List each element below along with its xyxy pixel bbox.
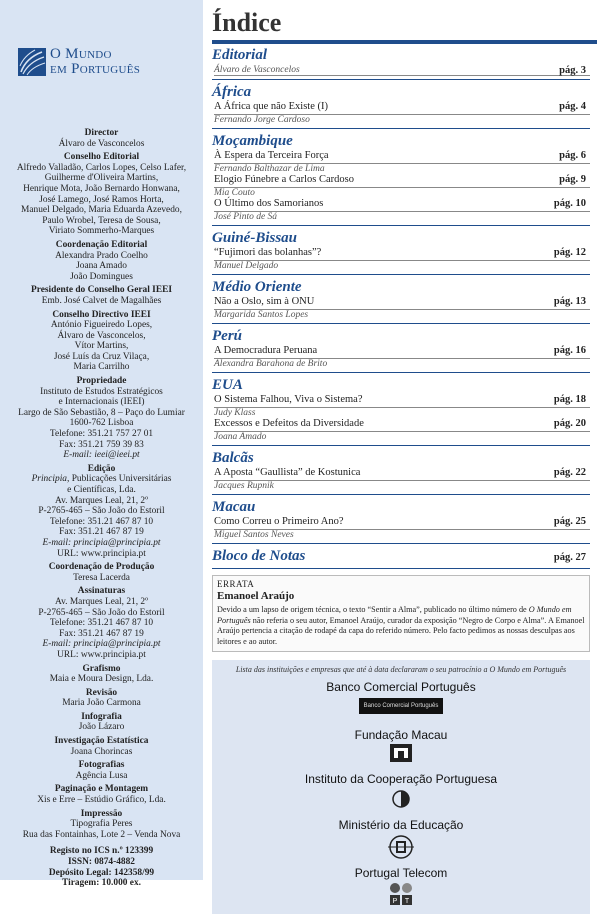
masthead-line: P-2765-465 – São João do Estoril (38, 506, 165, 517)
masthead-line: e Internacionais (IEEI) (58, 397, 145, 408)
masthead-line: Vítor Martins, (74, 341, 129, 352)
masthead-url[interactable]: URL: www.principia.pt (57, 649, 146, 660)
article-entry[interactable] (214, 394, 590, 418)
page-number: pág. 27 (553, 552, 586, 563)
masthead-line: Largo de São Sebastião, 8 – Paço do Lumiar (18, 407, 185, 418)
masthead-section (6, 586, 197, 660)
masthead-role: Grafismo (82, 663, 121, 674)
masthead-line: Emb. José Calvet de Magalhães (41, 295, 162, 306)
section--frica (212, 83, 590, 129)
bcp-logo-text: Banco Comercial Português (363, 703, 439, 709)
section-name: Balcãs (212, 450, 254, 466)
masthead-line: Tipografia Peres (70, 819, 133, 830)
article-title: O Último dos Samorianos (214, 198, 324, 209)
masthead-line: Xis e Erre – Estúdio Gráfico, Lda. (37, 795, 166, 806)
registry-line: Tiragem: 10.000 ex. (62, 878, 141, 889)
masthead-line: Telefone: 351.21 467 87 10 (49, 618, 154, 629)
masthead-line: José Luís da Cruz Vilaça, (53, 351, 150, 362)
section-name: Macau (212, 499, 256, 515)
errata-label: ERRATA (217, 579, 255, 589)
masthead-line: Av. Marques Leal, 21, 2º (55, 495, 148, 506)
masthead-line: Agência Lusa (75, 770, 128, 781)
article-author: José Pinto de Sá (214, 211, 590, 222)
article-entry[interactable] (214, 418, 590, 442)
article-author: Fernando Jorge Cardoso (214, 114, 590, 125)
svg-text:P: P (392, 898, 398, 905)
page-number: pág. 22 (553, 467, 586, 478)
masthead-section (6, 376, 197, 461)
masthead-column (0, 0, 203, 889)
article-title: Como Correu o Primeiro Ano? (214, 516, 344, 527)
masthead-section (6, 285, 197, 306)
brand-logo (18, 40, 197, 84)
fundacao-macau-logo-icon (390, 744, 412, 762)
masthead-role: Coordenação Editorial (55, 239, 148, 250)
brand-line-1: O Mundo (50, 46, 112, 62)
svg-text:T: T (404, 898, 410, 905)
sponsor-name: Portugal Telecom (354, 866, 448, 880)
article-author: Manuel Delgado (214, 260, 590, 271)
sponsor-ministerio-educacao (212, 818, 590, 860)
sponsor-fundacao-macau (212, 728, 590, 762)
errata-title: Emanoel Araújo (217, 590, 295, 602)
section-bloco-de-notas[interactable] (212, 547, 590, 569)
masthead-section (6, 664, 197, 685)
sponsor-name: Ministério da Educação (338, 818, 464, 832)
sponsor-instituto-cooperacao (212, 772, 590, 810)
masthead-line: Maria Carrilho (73, 362, 130, 373)
masthead-section (6, 310, 197, 374)
section-eua (212, 376, 590, 446)
page-number: pág. 18 (553, 394, 586, 405)
errata-text-part2: não referia o seu autor, Emanoel Araújo, curador da exposição “Negro de Corpo e Alma”. A Emanoel Araújo pertencia a citação de rodapé da capa do referido número. Pelo facto pedimos as nossas desculpas aos leitores e ao autor. (217, 615, 585, 646)
section-name: Moçambique (212, 133, 293, 149)
masthead-role: Propriedade (76, 376, 127, 387)
article-entry[interactable] (214, 101, 590, 125)
masthead-section (6, 688, 197, 709)
section-name: África (212, 84, 252, 100)
brand-line-2: em Português (50, 61, 141, 77)
masthead-role: Fotografias (78, 760, 125, 771)
masthead-role: Conselho Editorial (63, 152, 140, 163)
masthead-section (6, 712, 197, 733)
masthead-email[interactable]: E-mail: principia@principia.pt (42, 537, 161, 548)
masthead-section (6, 128, 197, 149)
masthead-role: Conselho Directivo IEEI (52, 309, 151, 320)
masthead-section (6, 736, 197, 757)
masthead-line: Guilherme d'Oliveira Martins, (44, 173, 159, 184)
page-number: pág. 4 (559, 101, 586, 112)
masthead-email[interactable]: E-mail: principia@principia.pt (42, 639, 161, 650)
masthead-line: Telefone: 351.21 757 27 01 (49, 429, 154, 440)
page-number: pág. 9 (559, 174, 586, 185)
masthead-line: Publicações Universitárias (71, 474, 172, 485)
masthead-line: Henrique Mota, João Bernardo Honwana, (23, 183, 180, 194)
masthead-line: Alexandra Prado Coelho (55, 250, 148, 261)
article-author: Margarida Santos Lopes (214, 309, 590, 320)
masthead-line: e Científicas, Lda. (67, 485, 136, 495)
cooperacao-logo-icon (391, 788, 411, 810)
masthead-line: Fax: 351.21 467 87 19 (59, 628, 144, 639)
sponsors-box (212, 660, 590, 914)
errata-magazine-name: O Mundo em Português (217, 605, 572, 625)
sponsors-intro-text: Lista das instituições e empresas que até à data declararam o seu patrocínio a (235, 665, 490, 674)
page-title: Índice (212, 8, 282, 37)
article-entry[interactable] (214, 198, 590, 222)
masthead-line: Joana Chorincas (70, 746, 133, 757)
article-author: Joana Amado (214, 431, 590, 442)
errata-text-part1: Devido a um lapso de origem técnica, o texto “Sentir a Alma”, publicado no último número de (217, 605, 529, 614)
masthead-section (6, 760, 197, 781)
registry-line: Registo no ICS n.º 123399 (49, 846, 154, 857)
article-title: Elogio Fúnebre a Carlos Cardoso (214, 174, 354, 185)
sponsor-name: Fundação Macau (354, 728, 448, 742)
article-entry[interactable] (214, 516, 590, 540)
article-title: A Aposta “Gaullista” de Kostunica (214, 467, 361, 478)
sponsors-intro (212, 665, 590, 674)
masthead-line: Álvaro de Vasconcelos, (57, 330, 146, 341)
masthead-line: Maria João Carmona (62, 698, 141, 709)
article-title: O Sistema Falhou, Viva o Sistema? (214, 394, 363, 405)
masthead-section (6, 464, 197, 559)
sponsor-name: Instituto da Cooperação Portuguesa (304, 772, 498, 786)
masthead-line: Rua das Fontainhas, Lote 2 – Venda Nova (22, 829, 181, 840)
bcp-logo (359, 698, 443, 714)
article-entry[interactable] (214, 174, 590, 198)
masthead-publisher-name: Principia, (31, 474, 70, 485)
brand-name (50, 47, 140, 77)
masthead-role: Paginação e Montagem (54, 784, 149, 795)
article-title: Não a Oslo, sim à ONU (214, 296, 315, 307)
masthead-url[interactable]: URL: www.principia.pt (57, 548, 146, 559)
masthead-line: João Domingues (70, 271, 133, 282)
masthead-section (6, 152, 197, 237)
masthead-role: Infografia (81, 711, 122, 722)
masthead-role: Presidente do Conselho Geral IEEI (31, 285, 172, 296)
section-name: Médio Oriente (212, 279, 302, 295)
article-entry[interactable] (214, 247, 590, 271)
article-title: A África que não Existe (I) (214, 101, 328, 112)
masthead-line: Viriato Sommerho-Marques (48, 226, 155, 237)
masthead-role: Director (84, 128, 119, 138)
registry-info (6, 846, 197, 888)
masthead-role: Assinaturas (77, 586, 126, 597)
article-entry[interactable] (214, 345, 590, 369)
errata-box (212, 575, 590, 652)
masthead-line: Manuel Delgado, Maria Eduarda Azevedo, (21, 205, 182, 216)
masthead-role: Coordenação de Produção (48, 562, 155, 573)
article-title: “Fujimori das bolanhas”? (214, 247, 322, 258)
sponsor-portugal-telecom (212, 866, 590, 906)
sponsors-magazine-name: O Mundo em Português (489, 665, 567, 674)
masthead-line: Instituto de Estudos Estratégicos (40, 386, 163, 397)
portugal-telecom-logo-icon (389, 882, 413, 906)
article-author: Miguel Santos Neves (214, 529, 590, 540)
globe-logo-icon (18, 48, 46, 76)
masthead-section (6, 784, 197, 805)
article-author: Álvaro de Vasconcelos (214, 65, 590, 76)
page-number: pág. 20 (553, 418, 586, 429)
masthead-line: Telefone: 351.21 467 87 10 (49, 516, 154, 527)
section-name: EUA (212, 377, 243, 393)
page-number: pág. 25 (553, 516, 586, 527)
masthead-role: Investigação Estatística (54, 736, 149, 747)
masthead-section (6, 562, 197, 583)
article-title: Excessos e Defeitos da Diversidade (214, 418, 364, 429)
section-editorial (212, 46, 590, 80)
article-entry[interactable] (214, 65, 590, 76)
masthead-line: Joana Amado (76, 261, 127, 272)
section-guin-bissau (212, 229, 590, 275)
masthead-section (6, 809, 197, 841)
masthead-line: P-2765-465 – São João do Estoril (38, 607, 165, 618)
masthead-role: Revisão (85, 687, 118, 698)
article-title: A Democradura Peruana (214, 345, 318, 356)
index-column (212, 0, 600, 905)
article-author: Fernando Balthazar de Lima (214, 163, 590, 174)
masthead-role: Edição (87, 463, 116, 474)
masthead-line: 1600-762 Lisboa (69, 418, 134, 429)
masthead-line: Alfredo Valladão, Carlos Lopes, Celso Lafer, (16, 162, 187, 173)
registry-line: Depósito Legal: 142358/99 (48, 867, 155, 878)
section-balc-s (212, 449, 590, 495)
article-author: Alexandra Barahona de Brito (214, 358, 590, 369)
coat-of-arms-icon (386, 834, 416, 860)
masthead-line: António Figueiredo Lopes, (50, 320, 153, 331)
sponsor-bcp (212, 680, 590, 714)
article-entry[interactable] (214, 150, 590, 174)
page-number: pág. 6 (559, 150, 586, 161)
section-name: Bloco de Notas (212, 548, 306, 564)
article-entry[interactable] (214, 467, 590, 491)
section-m-dio-oriente (212, 278, 590, 324)
masthead-section (6, 240, 197, 282)
masthead-line: João Lázaro (78, 722, 125, 733)
masthead-email[interactable]: E-mail: ieei@ieei.pt (63, 450, 140, 461)
masthead-line: Fax: 351.21 759 39 83 (59, 439, 144, 450)
article-author: Judy Klass (214, 407, 590, 418)
table-of-contents (212, 46, 590, 914)
section-name: Guiné-Bissau (212, 230, 298, 246)
section-per- (212, 327, 590, 373)
registry-line: ISSN: 0874-4882 (68, 857, 135, 867)
title-rule (212, 40, 597, 44)
article-author: Jacques Rupnik (214, 480, 590, 491)
masthead-line: Paulo Wrobel, Teresa de Sousa, (42, 215, 161, 226)
masthead-line: Av. Marques Leal, 21, 2º (55, 596, 148, 607)
page-number: pág. 16 (553, 345, 586, 356)
errata-text (217, 605, 585, 647)
section-mo-ambique (212, 132, 590, 226)
masthead-line: José Lamego, José Ramos Horta, (39, 194, 164, 205)
section-name: Perú (212, 328, 242, 344)
page-number: pág. 3 (559, 65, 586, 76)
page-number: pág. 10 (553, 198, 586, 209)
masthead-line: Fax: 351.21 467 87 19 (59, 527, 144, 538)
masthead-line: Maia e Moura Design, Lda. (49, 674, 154, 685)
article-entry[interactable] (214, 296, 590, 320)
section-name: Editorial (212, 47, 268, 63)
masthead-credits (6, 128, 197, 840)
page-number: pág. 12 (553, 247, 586, 258)
page-number: pág. 13 (553, 296, 586, 307)
masthead-line: Álvaro de Vasconcelos (58, 138, 145, 149)
article-author: Mia Couto (214, 187, 590, 198)
masthead-role: Impressão (80, 808, 123, 819)
masthead-line: Teresa Lacerda (73, 572, 130, 583)
article-title: À Espera da Terceira Força (214, 150, 329, 161)
sponsor-name: Banco Comercial Português (326, 680, 476, 694)
section-macau (212, 498, 590, 544)
